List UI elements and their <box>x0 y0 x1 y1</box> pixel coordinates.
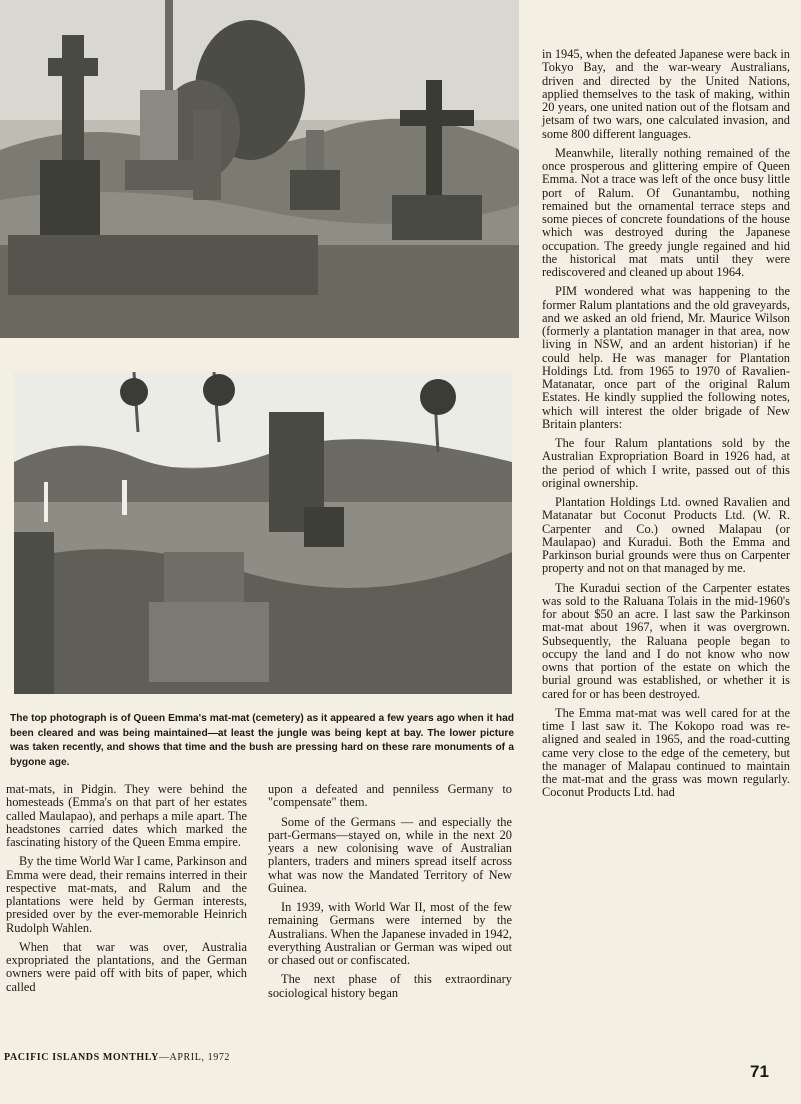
paragraph: The next phase of this extraordinary sociological history began <box>268 972 512 1000</box>
paragraph: Some of the Germans — and especially the part-Germans—stayed on, while in the next 20 years a new colonising wave of Australian planters, traders and miners spread itself across what was now the Mandated Territory of New Guinea. <box>268 814 512 895</box>
photo-caption: The top photograph is of Queen Emma's mat-mat (cemetery) as it appeared a few years ago when it had been cleared and was being maintained—at least the jungle was being kept at bay. The lower picture was taken recently, and shows that time and the bush are pressing hard on these rare monuments of a bygone age. <box>10 713 514 768</box>
paragraph: When that war was over, Australia expropriated the plantations, and the German owners were paid off with bits of paper, which called <box>6 939 247 994</box>
top-photograph <box>0 0 519 338</box>
paragraph: In 1939, with World War II, most of the few remaining Germans were interned by the Australians. When the Japanese invaded in 1942, everything Australian or German was wiped out or chased out or confiscated. <box>268 900 512 967</box>
paragraph: Plantation Holdings Ltd. owned Ravalien and Matanatar but Coconut Products Ltd. (W. R. Carpenter and Co.) owned Malapau (or Maulapao) and Kuradui. Both the Emma and Parkinson burial grounds were thus on Carpenter property and not on that managed by me. <box>542 495 790 576</box>
paragraph: The Emma mat-mat was well cared for at the time I last saw it. The Kokopo road was re-aligned and sealed in 1965, and the road-cutting came very close to the edge of the cemetery, but the manager of Malapau continued to maintain the mat-mat and the grass was mown regularly. Coconut Products Ltd. had <box>542 705 790 800</box>
cemetery-cleared-photo-icon <box>0 0 519 338</box>
cemetery-overgrown-photo-icon <box>14 372 512 694</box>
middle-text-column <box>268 783 512 1006</box>
paragraph: The Kuradui section of the Carpenter estates was sold to the Raluana Tolais in the mid-1960's for about $50 an acre. I last saw the Parkinson mat-mat about 1967, when it was overgrown. Subsequently, the Raluana people began to occupy the land and I do not know who now owns that portion of the estate on which the burial ground was established, or whether it is cared for or has been destroyed. <box>542 580 790 701</box>
paragraph: The four Ralum plantations sold by the Australian Expropriation Board in 1926 had, at the period of which I write, passed out of this original ownership. <box>542 436 790 490</box>
bottom-photograph <box>14 372 512 694</box>
right-text-column <box>542 48 790 806</box>
paragraph: in 1945, when the defeated Japanese were back in Tokyo Bay, and the war-weary Australians, driven and directed by the United Nations, applied themselves to the task of making, within 20 years, one united nation out of the flotsam and jetsam of two wars, one calculated invasion, and some 800 different languages. <box>542 47 790 141</box>
left-text-column <box>6 783 247 1000</box>
paragraph: mat-mats, in Pidgin. They were behind the homesteads (Emma's on that part of her estates called Maulapao), and perhaps a mile apart. The headstones carried dates which marked the fascinating history of the Queen Emma empire. <box>6 782 247 849</box>
paragraph: upon a defeated and penniless Germany to "compensate" them. <box>268 782 512 810</box>
page-footer <box>4 1052 230 1063</box>
issue-date: —APRIL, 1972 <box>158 1052 231 1063</box>
paragraph: Meanwhile, literally nothing remained of the once prosperous and glittering empire of Queen Emma. Not a trace was left of the once busy little port of Ralum. Of Gunantambu, nothing remained but the ornamental terrace steps and some pieces of concrete foundations of the house which was destroyed during the Japanese occupation. The greedy jungle regained and hid the historical mat mats until they were rediscovered and cleaned up about 1964. <box>542 145 790 279</box>
magazine-name: PACIFIC ISLANDS MONTHLY <box>4 1052 159 1063</box>
paragraph: By the time World War I came, Parkinson and Emma were dead, their remains interred in their respective mat-mats, and Ralum and the plantations were held by German interests, presided over by the ever-memorable Heinrich Rudolph Wahlen. <box>6 854 247 935</box>
paragraph: PIM wondered what was happening to the former Ralum plantations and the old graveyards, and we asked an old friend, Mr. Maurice Wilson (formerly a plantation manager in that area, now living in NSW, and an ardent historian) if he could help. He was manager for Plantation Holdings Ltd. from 1965 to 1970 of Ravalien-Matanatar, once part of the original Ralum Estates. He kindly supplied the following notes, which will interest the older brigade of New Britain planters: <box>542 284 790 431</box>
page-number: 71 <box>750 1062 769 1081</box>
